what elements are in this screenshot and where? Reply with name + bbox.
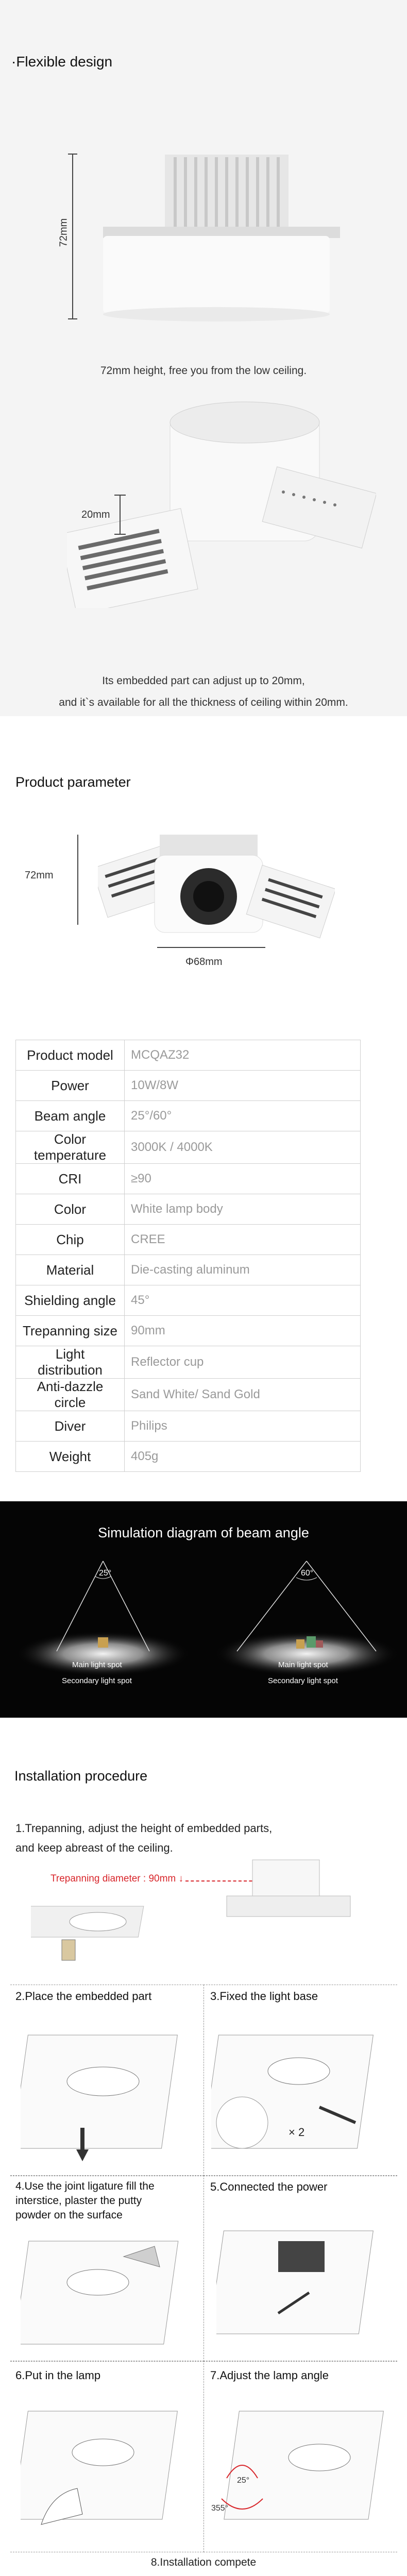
parameter-row [16,1040,361,1071]
parameter-value: Reflector cup [125,1346,361,1379]
main-light-spot-label-1: Main light spot [72,1660,122,1669]
parameter-value: 405g [125,1442,361,1472]
parameter-key: CRI [16,1164,125,1194]
parameter-value: ≥90 [125,1164,361,1194]
step4-title-1: 4.Use the joint ligature fill the [15,2180,155,2192]
parameter-value: Die-casting aluminum [125,1255,361,1285]
parameter-row [16,1194,361,1225]
parameter-row [16,1255,361,1285]
step3-image [211,2014,392,2164]
parameter-key: Diver [16,1411,125,1442]
flexible-design-title: ·Flexible design [11,54,113,70]
parameter-value: White lamp body [125,1194,361,1225]
product-height-label: 72mm [25,870,54,881]
step1-image [31,1844,371,1963]
parameter-key: Power [16,1071,125,1101]
step2-image [21,2014,191,2164]
simulation-title: Simulation diagram of beam angle [98,1525,309,1540]
parameter-value: 10W/8W [125,1071,361,1101]
parameter-row [16,1316,361,1346]
parameter-key: Chip [16,1225,125,1255]
parameter-value: Sand White/ Sand Gold [125,1379,361,1411]
flexible-design-section [0,0,407,716]
step3-title: 3.Fixed the light base [210,1990,318,2003]
step4-title-3: powder on the surface [15,2209,123,2221]
parameter-key: Shielding angle [16,1285,125,1316]
embed-dimension-label: 20mm [81,509,110,520]
step7-image [211,2391,392,2545]
parameter-row [16,1225,361,1255]
step4-image [21,2226,191,2354]
installation-title: Installation procedure [14,1768,148,1784]
trepanning-label: Trepanning diameter : 90mm ↓ [50,1873,184,1884]
parameter-row [16,1131,361,1164]
step8-title: 8.Installation compete [150,2556,257,2568]
step6-title: 6.Put in the lamp [15,2369,101,2382]
step2-title: 2.Place the embedded part [15,1990,152,2003]
flexible-caption-3: and it`s available for all the thickness of ceiling within 20mm. [59,697,348,708]
parameter-key: Color [16,1194,125,1225]
parameter-key: Weight [16,1442,125,1472]
beam-diagram [0,1546,407,1716]
parameter-key: Anti-dazzle circle [16,1379,125,1411]
parameter-key: Product model [16,1040,125,1071]
parameter-row [16,1346,361,1379]
parameter-value: CREE [125,1225,361,1255]
product-image [98,819,335,948]
step5-title: 5.Connected the power [210,2180,328,2193]
product-height-line [77,835,78,925]
step7-title: 7.Adjust the lamp angle [210,2369,329,2382]
flexible-caption-1: 72mm height, free you from the low ceiling. [100,365,307,377]
parameter-key: Light distribution [16,1346,125,1379]
main-light-spot-label-2: Main light spot [278,1660,328,1669]
step1-text-2: and keep abreast of the ceiling. [15,1841,173,1854]
parameter-key: Material [16,1255,125,1285]
step6-image [21,2391,191,2545]
step7-angle-355: 355° [211,2504,229,2513]
parameter-row [16,1285,361,1316]
parameter-value: 3000K / 4000K [125,1131,361,1164]
parameter-key: Beam angle [16,1101,125,1131]
height-dimension-label: 72mm [58,218,70,247]
parameter-value: 25°/60° [125,1101,361,1131]
parameter-row [16,1411,361,1442]
parameter-row [16,1101,361,1131]
step1-text-1: 1.Trepanning, adjust the height of embedded parts, [15,1822,273,1835]
embed-dimension-line [120,495,121,534]
product-width-line [157,947,265,948]
parameter-table [15,1040,361,1472]
parameter-value: 45° [125,1285,361,1316]
parameter-row [16,1379,361,1411]
parameter-key: Trepanning size [16,1316,125,1346]
product-parameter-title: Product parameter [15,774,131,790]
secondary-light-spot-label-1: Secondary light spot [62,1676,132,1685]
embedded-ring-image [67,392,376,608]
beam-angle-60-label: 60° [301,1569,314,1578]
parameter-value: Philips [125,1411,361,1442]
step3-times-two: × 2 [289,2126,305,2139]
product-width-label: Φ68mm [185,956,223,968]
lamp-side-image [88,139,345,330]
flexible-caption-2: Its embedded part can adjust up to 20mm, [102,675,305,687]
parameter-value: 90mm [125,1316,361,1346]
parameter-value: MCQAZ32 [125,1040,361,1071]
height-dimension-line [72,154,73,318]
parameter-row [16,1071,361,1101]
secondary-light-spot-label-2: Secondary light spot [268,1676,338,1685]
parameter-row [16,1164,361,1194]
step4-title-2: interstice, plaster the putty [15,2195,142,2207]
step5-image [216,2210,386,2354]
step7-angle-25: 25° [237,2476,250,2485]
parameter-row [16,1442,361,1472]
parameter-key: Color temperature [16,1131,125,1164]
beam-angle-25-label: 25° [99,1569,112,1578]
